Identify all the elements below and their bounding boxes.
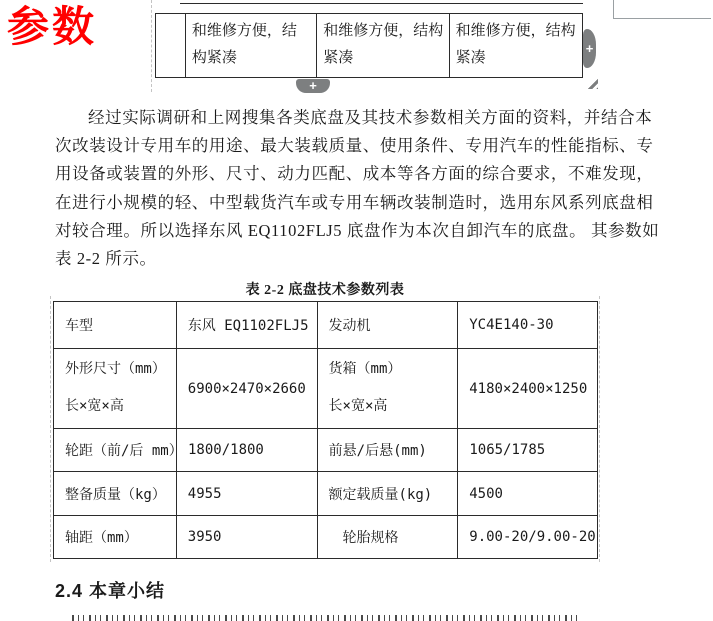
table-insert-handle-right[interactable] (583, 29, 596, 68)
param-value-wheel-track[interactable]: 1800/1800 (177, 429, 318, 472)
param-label-overall-dimensions[interactable] (54, 349, 177, 429)
table-row (54, 349, 598, 429)
param-value-engine[interactable]: YC4E140-30 (458, 302, 598, 349)
paragraph-line: 次改装设计专用车的用途、最大装载质量、使用条件、专用汽车的性能指标、专 (55, 136, 654, 156)
paragraph-line: 用设备或装置的外形、尺寸、动力匹配、成本等各方面的综合要求，不难发现， (55, 164, 654, 184)
clipped-text-line (72, 615, 582, 621)
paragraph-line: 表 2-2 所示。 (55, 249, 157, 269)
table-gridline-guide (50, 296, 51, 562)
param-value-tire-spec[interactable]: 9.00-20/9.00-20 (458, 516, 598, 559)
label-line: 长×宽×高 (328, 398, 388, 414)
table-row (54, 516, 598, 559)
param-value-wheelbase[interactable]: 3950 (177, 516, 318, 559)
label-line: 外形尺寸（mm） (65, 361, 166, 377)
param-label-engine[interactable]: 发动机 (318, 302, 459, 349)
table-caption: 表 2-2 底盘技术参数列表 (245, 283, 405, 298)
param-label-vehicle-model[interactable]: 车型 (54, 302, 177, 349)
param-label-rated-load[interactable]: 额定载质量(kg) (318, 472, 459, 516)
param-label-cargo-box[interactable] (318, 349, 459, 429)
param-label-wheelbase[interactable]: 轴距（mm） (54, 516, 177, 559)
table-cell-empty[interactable] (156, 14, 186, 77)
table-insert-handle-bottom[interactable] (296, 79, 330, 93)
param-value-vehicle-model[interactable]: 东风 EQ1102FLJ5 (177, 302, 318, 349)
table-gridline-guide (151, 0, 152, 92)
paragraph-line: 在进行小规模的轻、中型载货汽车或专用车辆改装制造时，选用东风系列底盘相 (55, 192, 654, 212)
param-label-curb-weight[interactable]: 整备质量（kg） (54, 472, 177, 516)
label-line: 货箱（mm） (328, 361, 402, 377)
page-boundary-line (613, 0, 711, 19)
plus-icon: + (309, 78, 317, 93)
section-heading: 2.4 本章小结 (55, 581, 166, 601)
body-paragraph (55, 104, 667, 273)
table-gridline-guide (599, 296, 600, 562)
param-value-overall-dimensions[interactable]: 6900×2470×2660 (177, 349, 318, 429)
table-cell[interactable]: 和维修方便，结构紧凑 (317, 14, 449, 77)
annotation-text-red: 参数 (7, 3, 98, 50)
paragraph-line: 对较合理。所以选择东风 EQ1102FLJ5 底盘作为本次自卸汽车的底盘。 其参数如 (55, 220, 660, 240)
table-cell[interactable]: 和维修方便，结构紧凑 (186, 14, 317, 77)
param-value-overhang[interactable]: 1065/1785 (458, 429, 598, 472)
table-cell[interactable]: 和维修方便，结构紧凑 (455, 23, 576, 66)
param-label-overhang[interactable]: 前悬/后悬(mm) (318, 429, 459, 472)
table-fragment-upper-border (180, 3, 583, 4)
param-value-rated-load[interactable]: 4500 (458, 472, 598, 516)
table-row (54, 472, 598, 516)
table-row (54, 429, 598, 472)
table-row (54, 302, 598, 349)
table-resize-handle-icon[interactable] (584, 76, 598, 89)
chassis-comparison-table-fragment (155, 13, 583, 78)
param-label-tire-spec[interactable]: 轮胎规格 (318, 516, 459, 559)
plus-icon: + (585, 41, 594, 56)
label-line: 长×宽×高 (65, 398, 124, 414)
chassis-parameters-table (53, 301, 598, 559)
paragraph-line: 经过实际调研和上网搜集各类底盘及其技术参数相关方面的资料，并结合本 (88, 108, 653, 127)
param-value-curb-weight[interactable]: 4955 (177, 472, 318, 516)
param-label-wheel-track[interactable]: 轮距（前/后 mm） (54, 429, 177, 472)
param-value-cargo-box[interactable]: 4180×2400×1250 (458, 349, 598, 429)
